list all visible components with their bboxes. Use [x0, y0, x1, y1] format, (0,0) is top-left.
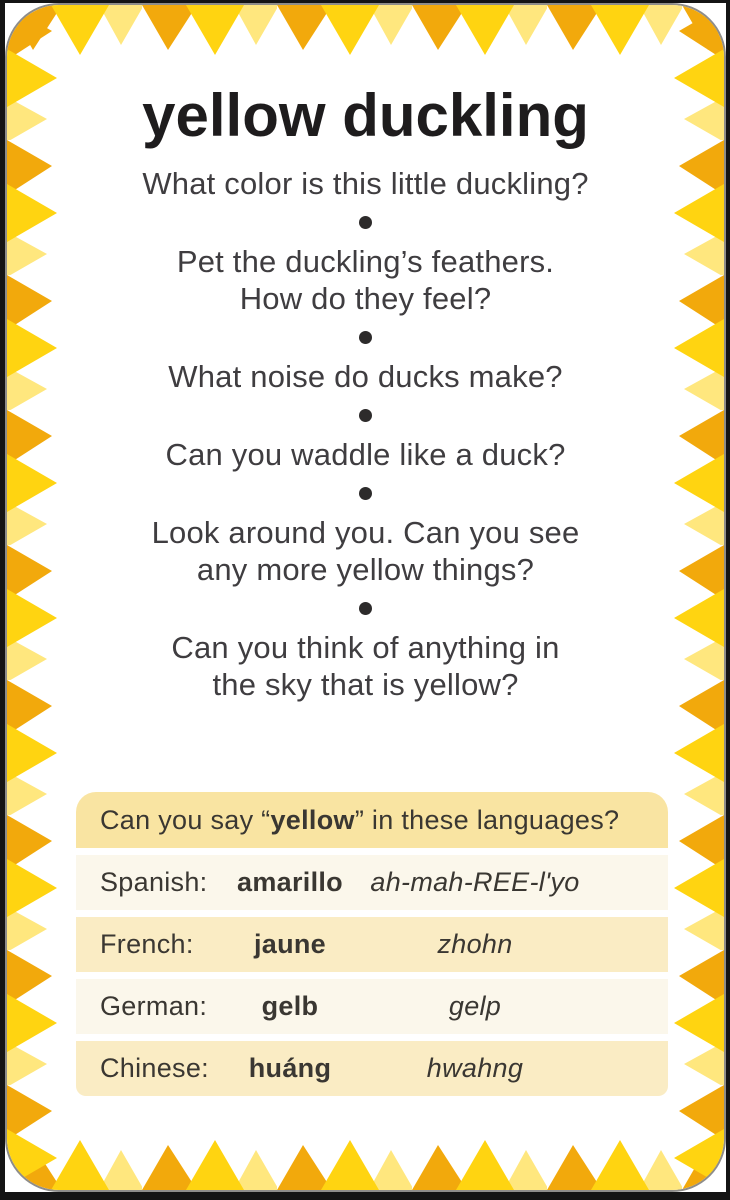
- question-2: [67, 243, 664, 317]
- header-highlight-word: yellow: [270, 804, 355, 835]
- translated-word: gelb: [261, 991, 319, 1021]
- translated-word: jaune: [253, 929, 327, 959]
- card-content: [67, 5, 664, 703]
- table-row-french: [76, 917, 668, 972]
- translated-word: amarillo: [237, 867, 343, 897]
- table-row-spanish: [76, 855, 668, 910]
- translated-word: huáng: [248, 1053, 332, 1083]
- zigzag-border-right-icon: [666, 5, 724, 1190]
- question-6: [67, 629, 664, 703]
- language-label: Spanish:: [100, 867, 208, 897]
- question-5: [67, 514, 664, 588]
- question-line: What color is this little duckling?: [142, 166, 589, 201]
- question-line: Can you think of anything in: [171, 630, 560, 665]
- header-text-prefix: Can you say “: [100, 804, 271, 835]
- zigzag-border-bottom-icon: [7, 1132, 724, 1190]
- language-label: French:: [100, 929, 194, 959]
- pronunciation: ah-mah-REE-l'yo: [370, 867, 580, 897]
- language-panel-header: [76, 792, 668, 848]
- question-1: [67, 165, 664, 202]
- pronunciation: zhohn: [437, 929, 513, 959]
- separator-dot: [359, 602, 372, 615]
- book-page: [5, 3, 726, 1192]
- question-line: the sky that is yellow?: [212, 667, 519, 702]
- question-line: Can you waddle like a duck?: [165, 437, 566, 472]
- zigzag-border-left-icon: [7, 5, 65, 1190]
- flashcard: [5, 3, 726, 1192]
- question-line: Pet the duckling’s feathers.: [176, 244, 555, 279]
- question-line: any more yellow things?: [196, 552, 535, 587]
- header-text-suffix: ” in these languages?: [354, 804, 620, 835]
- pronunciation: gelp: [448, 991, 502, 1021]
- question-line: What noise do ducks make?: [168, 359, 563, 394]
- page-title: yellow duckling: [142, 82, 589, 149]
- separator-dot: [359, 409, 372, 422]
- question-line: How do they feel?: [239, 281, 492, 316]
- separator-dot: [359, 487, 372, 500]
- pronunciation: hwahng: [426, 1053, 524, 1083]
- separator-dot: [359, 216, 372, 229]
- table-row-german: [76, 979, 668, 1034]
- separator-dot: [359, 331, 372, 344]
- language-label: Chinese:: [100, 1053, 209, 1083]
- language-label: German:: [100, 991, 208, 1021]
- table-row-chinese: [76, 1041, 668, 1096]
- question-4: [67, 436, 664, 473]
- question-line: Look around you. Can you see: [151, 515, 580, 550]
- question-3: [67, 358, 664, 395]
- language-panel: [76, 792, 668, 1096]
